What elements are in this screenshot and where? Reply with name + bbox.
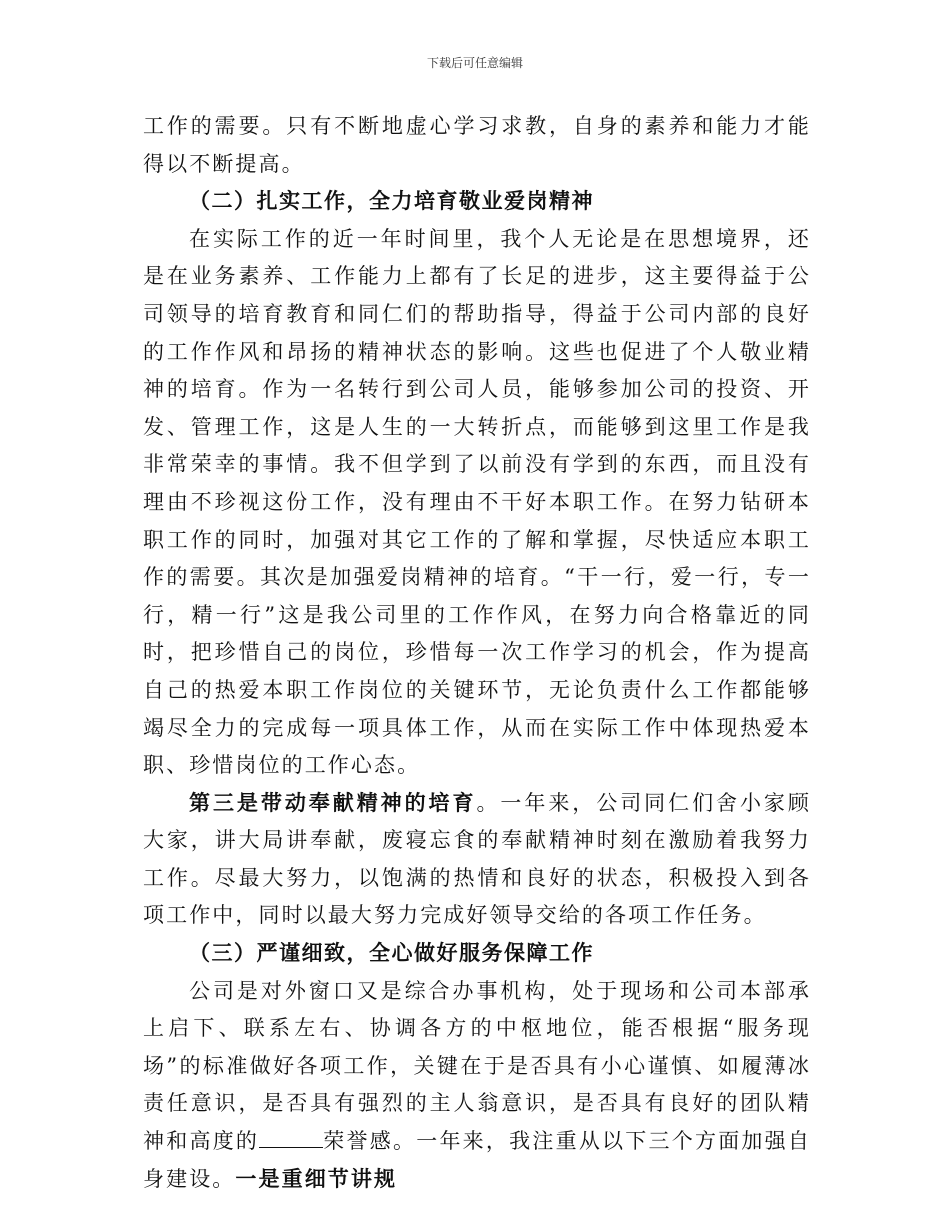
paragraph-1: 工作的需要。只有不断地虚心学习求教，自身的素养和能力才能得以不断提高。 — [143, 114, 811, 176]
page-header: 下载后可任意编辑 — [426, 56, 523, 70]
paragraph-4-text-b: 荣誉感。一年来，我注重从以下三个方面加强自身建设。 — [143, 1129, 811, 1191]
fill-in-blank — [259, 1146, 323, 1148]
paragraph-4-lead: 一是重细节讲规 — [235, 1166, 398, 1191]
section-heading-2: （二）扎实工作，全力培育敬业爱岗精神 — [189, 189, 594, 214]
section-heading-3: （三）严谨细致，全心做好服务保障工作 — [189, 941, 594, 966]
paragraph-3-text: 。一年来，公司同仁们舍小家顾大家，讲大局讲奉献，废寝忘食的奉献精神时刻在激励着我努力工作。尽最大努力，以饱满的热情和良好的状态，积极投入到各项工作中，同时以最大努力完成好领导交给的各项工作任务。 — [143, 790, 811, 928]
paragraph-2: 在实际工作的近一年时间里，我个人无论是在思想境界，还是在业务素养、工作能力上都有了长足的进步，这主要得益于公司领导的培育教育和同仁们的帮助指导，得益于公司内部的良好的工作作风和昂扬的精神状态的影响。这些也促进了个人敬业精神的培育。作为一名转行到公司人员，能够参加公司的投资、开发、管理工作，这是人生的一大转折点，而能够到这里工作是我非常荣幸的事情。我不但学到了以前没有学到的东西，而且没有理由不珍视这份工作，没有理由不干好本职工作。在努力钻研本职工作的同时，加强对其它工作的了解和掌握，尽快适应本职工作的需要。其次是加强爱岗精神的培育。“干一行，爱一行，专一行，精一行”这是我公司里的工作作风，在努力向合格靠近的同时，把珍惜自己的岗位，珍惜每一次工作学习的机会，作为提高自己的热爱本职工作岗位的关键环节，无论负责什么工作都能够竭尽全力的完成每一项具体工作，从而在实际工作中体现热爱本职、珍惜岗位的工作心态。 — [143, 226, 811, 778]
paragraph-4 — [143, 973, 811, 1199]
paragraph-3-lead: 第三是带动奉献精神的培育 — [189, 790, 477, 815]
paragraph-3 — [143, 785, 811, 935]
paragraph-4-text-a: 公司是对外窗口又是综合办事机构，处于现场和公司本部承上启下、联系左右、协调各方的中枢地位，能否根据“服务现场”的标准做好各项工作，关键在于是否具有小心谨慎、如履薄冰责任意识，是否具有强烈的主人翁意识，是否具有良好的团队精神和高度的 — [143, 978, 811, 1154]
document-body — [143, 108, 811, 1198]
